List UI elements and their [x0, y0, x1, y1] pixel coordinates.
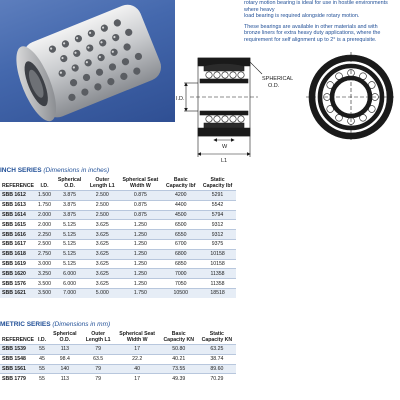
table-cell: 79: [82, 364, 115, 374]
intro-paragraph-2: These bearings are available in other materials and with bronze liners for extra heavy duty applications, where the requirement for self alignment up to 2° is a prerequisite.: [244, 23, 381, 43]
table-header-row: [0, 330, 236, 345]
inch-series-heading: [0, 167, 109, 174]
table-cell: 40: [115, 364, 160, 374]
table-cell: 3.625: [86, 239, 118, 249]
col-header-outer-length: Outer Length L1: [89, 177, 115, 189]
table-cell: 63.25: [198, 345, 236, 355]
diagram-label-spherical: SPHERICAL: [262, 76, 294, 82]
table-cell: 2.500: [86, 210, 118, 220]
inch-series-subtitle: (Dimensions in inches): [43, 167, 110, 174]
col-header-spherical-od: Spherical O.D.: [53, 331, 77, 343]
table-row: [0, 288, 236, 297]
table-cell: 98.4: [48, 354, 82, 364]
table-cell: 1.250: [118, 230, 162, 240]
table-cell: 140: [48, 364, 82, 374]
table-cell: 63.5: [82, 354, 115, 364]
table-cell: 5.125: [53, 230, 86, 240]
diagram-graphic: [176, 44, 400, 172]
inch-table-body: [0, 191, 236, 298]
table-cell-reference: SBB 1620: [0, 269, 36, 279]
diagram-label-od: O.D.: [268, 83, 280, 89]
intro-line-2: load bearing is required alongside rotary motion.: [244, 13, 360, 20]
table-cell: 113: [48, 345, 82, 355]
table-cell: 2.750: [38, 251, 51, 258]
table-cell: 3.250: [38, 270, 51, 277]
intro-paragraph-1: [244, 0, 394, 20]
inch-series-table: [0, 176, 236, 298]
table-row: [0, 239, 236, 249]
table-cell: 49.39: [160, 374, 198, 383]
table-cell: 1.250: [118, 269, 162, 279]
table-cell: 1.750: [118, 288, 162, 297]
table-cell: 11358: [199, 269, 236, 279]
table-cell: 11358: [199, 279, 236, 289]
table-cell: 5.000: [86, 288, 118, 297]
table-cell: 0.875: [118, 191, 162, 201]
table-cell: 3.875: [53, 210, 86, 220]
table-row: [0, 249, 236, 259]
table-cell: 70.29: [198, 374, 236, 383]
col-header-basic-capacity: Basic Capacity KN: [163, 331, 194, 343]
col-header-id: I.D.: [40, 183, 49, 189]
inch-series-title: INCH SERIES: [0, 167, 42, 174]
table-cell: 17: [115, 345, 160, 355]
table-cell: 3.500: [38, 290, 51, 297]
table-cell: 73.55: [160, 364, 198, 374]
table-cell: 18518: [199, 288, 236, 297]
table-cell: 10158: [199, 249, 236, 259]
table-row: [0, 230, 236, 240]
table-cell: 38.74: [198, 354, 236, 364]
table-cell: 3.625: [86, 230, 118, 240]
table-cell: 113: [48, 374, 82, 383]
table-cell: 1.250: [118, 249, 162, 259]
table-cell-reference: SBB 1615: [0, 220, 36, 230]
bearing-diagrams: [176, 44, 400, 172]
table-cell: 3.625: [86, 220, 118, 230]
table-cell: 2.500: [86, 191, 118, 201]
diagram-label-id: I.D.: [176, 96, 185, 102]
table-cell: 3.625: [86, 279, 118, 289]
table-row: [0, 191, 236, 201]
table-cell: 55: [36, 374, 48, 383]
table-cell: 4400: [162, 200, 199, 210]
table-cell: 1.750: [38, 202, 51, 209]
table-cell-reference: SBB 1779: [0, 374, 36, 383]
table-cell-reference: SBB 1618: [0, 249, 36, 259]
table-cell: 4200: [162, 191, 199, 201]
table-cell: 2.500: [38, 241, 51, 248]
table-cell-reference: SBB 1621: [0, 288, 36, 297]
table-cell: 3.625: [86, 259, 118, 269]
table-cell: 50.80: [160, 345, 198, 355]
table-cell: 17: [115, 374, 160, 383]
col-header-static-capacity: Static Capacity lbf: [202, 177, 233, 189]
table-cell: 6800: [162, 249, 199, 259]
table-cell: 4500: [162, 210, 199, 220]
table-cell: 1.250: [118, 279, 162, 289]
table-cell: 79: [82, 345, 115, 355]
intro-line-1: rotary motion bearing is ideal for use in hostile environments where heavy: [244, 0, 388, 13]
col-header-id: I.D.: [38, 337, 47, 343]
diagram-label-l1: L1: [221, 158, 228, 164]
col-header-reference: REFERENCE: [2, 337, 34, 343]
table-row: [0, 259, 236, 269]
table-cell: 2.250: [38, 231, 51, 238]
table-cell-reference: SBB 1614: [0, 210, 36, 220]
table-cell: 5291: [199, 191, 236, 201]
table-row: [0, 364, 236, 374]
table-cell-reference: SBB 1619: [0, 259, 36, 269]
end-view-diagram: [306, 52, 396, 142]
col-header-basic-capacity: Basic Capacity lbf: [166, 177, 196, 189]
table-cell: 1.500: [38, 192, 51, 199]
table-cell: 7.000: [53, 288, 86, 297]
table-cell: 3.875: [53, 200, 86, 210]
table-cell: 10500: [162, 288, 199, 297]
col-header-spherical-od: Spherical O.D.: [57, 177, 82, 189]
table-row: [0, 210, 236, 220]
intro-text: [244, 0, 394, 48]
table-cell: 22.2: [115, 354, 160, 364]
metric-series-heading: [0, 321, 110, 328]
table-cell: 5.125: [53, 239, 86, 249]
table-row: [0, 345, 236, 355]
table-cell: 55: [36, 364, 48, 374]
table-cell: 6.000: [53, 279, 86, 289]
table-cell-reference: SBB 1612: [0, 191, 36, 201]
table-header-row: [0, 176, 236, 191]
table-cell: 9375: [199, 239, 236, 249]
col-header-seat-width: Spherical Seat Width W: [122, 177, 159, 189]
table-cell-reference: SBB 1613: [0, 200, 36, 210]
table-cell: 1.250: [118, 239, 162, 249]
diagram-label-w: W: [222, 144, 228, 150]
table-cell: 6850: [162, 259, 199, 269]
table-cell: 7000: [162, 269, 199, 279]
metric-series-table: [0, 330, 236, 383]
table-cell: 10158: [199, 259, 236, 269]
table-cell: 6700: [162, 239, 199, 249]
table-cell: 6550: [162, 230, 199, 240]
table-cell-reference: SBB 1539: [0, 345, 36, 355]
metric-series-title: METRIC SERIES: [0, 321, 51, 328]
table-cell: 40.21: [160, 354, 198, 364]
table-cell: 3.625: [86, 249, 118, 259]
table-cell-reference: SBB 1548: [0, 354, 36, 364]
table-row: [0, 279, 236, 289]
cross-section-diagram: [184, 58, 262, 157]
table-cell: 7050: [162, 279, 199, 289]
metric-table-body: [0, 345, 236, 384]
table-cell: 55: [36, 345, 48, 355]
table-cell: 1.250: [118, 259, 162, 269]
table-cell: 5.125: [53, 249, 86, 259]
table-cell: 5542: [199, 200, 236, 210]
table-cell: 79: [82, 374, 115, 383]
table-cell: 2.500: [86, 200, 118, 210]
table-cell: 2.000: [38, 221, 51, 228]
table-cell: 3.875: [53, 191, 86, 201]
metric-series-subtitle: (Dimensions in mm): [52, 321, 111, 328]
table-cell: 6500: [162, 220, 199, 230]
table-row: [0, 200, 236, 210]
col-header-outer-length: Outer Length L1: [85, 331, 111, 343]
table-cell-reference: SBB 1576: [0, 279, 36, 289]
table-row: [0, 374, 236, 383]
table-cell: 1.250: [118, 220, 162, 230]
table-cell: 6.000: [53, 269, 86, 279]
table-cell: 5.125: [53, 220, 86, 230]
table-cell: 3.000: [38, 260, 51, 267]
col-header-reference: REFERENCE: [2, 183, 34, 189]
table-cell: 9312: [199, 230, 236, 240]
table-cell: 45: [36, 354, 48, 364]
table-cell: 5794: [199, 210, 236, 220]
table-cell: 9312: [199, 220, 236, 230]
bearing-photo-graphic: [0, 0, 175, 122]
table-row: [0, 354, 236, 364]
table-row: [0, 269, 236, 279]
col-header-seat-width: Spherical Seat Width W: [119, 331, 156, 343]
table-cell: 2.000: [38, 211, 51, 218]
col-header-static-capacity: Static Capacity KN: [201, 331, 233, 343]
table-cell-reference: SBB 1617: [0, 239, 36, 249]
table-cell: 5.125: [53, 259, 86, 269]
table-cell: 3.625: [86, 269, 118, 279]
table-cell-reference: SBB 1561: [0, 364, 36, 374]
table-cell: 0.875: [118, 210, 162, 220]
table-cell-reference: SBB 1616: [0, 230, 36, 240]
table-row: [0, 220, 236, 230]
table-cell: 3.500: [38, 280, 51, 287]
table-cell: 0.875: [118, 200, 162, 210]
bearing-photo: [0, 0, 175, 122]
table-cell: 89.60: [198, 364, 236, 374]
